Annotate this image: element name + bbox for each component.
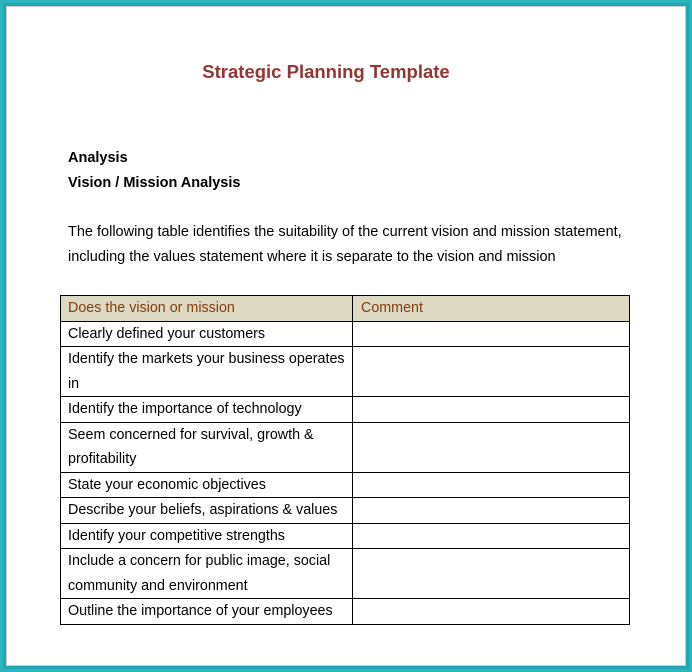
comment-cell[interactable] (353, 397, 630, 423)
table-row (61, 599, 630, 625)
comment-cell[interactable] (353, 347, 630, 397)
intro-line-2: including the values statement where it is separate to the vision and mission (68, 248, 556, 265)
table-row (61, 523, 630, 549)
comment-cell[interactable] (353, 422, 630, 472)
comment-cell[interactable] (353, 599, 630, 625)
table-row (61, 498, 630, 524)
question-cell: Seem concerned for survival, growth & profitability (61, 422, 353, 472)
document-page (6, 6, 686, 666)
question-cell: State your economic objectives (61, 472, 353, 498)
column-header-comment: Comment (353, 296, 630, 322)
table-row (61, 422, 630, 472)
question-cell: Identify the importance of technology (61, 397, 353, 423)
table-row (61, 549, 630, 599)
intro-paragraph (68, 220, 628, 269)
question-cell: Include a concern for public image, social community and environment (61, 549, 353, 599)
comment-cell[interactable] (353, 472, 630, 498)
comment-cell[interactable] (353, 498, 630, 524)
column-header-question: Does the vision or mission (61, 296, 353, 322)
comment-cell[interactable] (353, 321, 630, 347)
document-title: Strategic Planning Template (202, 61, 450, 82)
intro-line-1: The following table identifies the suitability of the current vision and mission statement, (68, 224, 622, 240)
table-row (61, 347, 630, 397)
question-cell: Describe your beliefs, aspirations & values (61, 498, 353, 524)
analysis-table (60, 295, 630, 625)
table-header-row (61, 296, 630, 322)
table-row (61, 321, 630, 347)
section-heading: Analysis (68, 150, 128, 166)
question-cell: Identify your competitive strengths (61, 523, 353, 549)
comment-cell[interactable] (353, 549, 630, 599)
question-cell: Identify the markets your business operates in (61, 347, 353, 397)
table-row (61, 472, 630, 498)
question-cell: Clearly defined your customers (61, 321, 353, 347)
comment-cell[interactable] (353, 523, 630, 549)
subsection-heading: Vision / Mission Analysis (68, 175, 241, 191)
question-cell: Outline the importance of your employees (61, 599, 353, 625)
table-row (61, 397, 630, 423)
